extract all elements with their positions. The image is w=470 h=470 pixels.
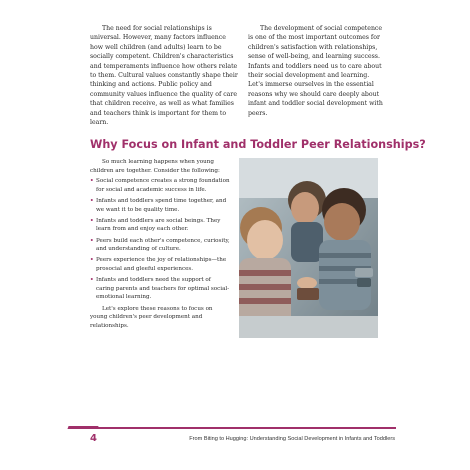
bullet-item	[90, 217, 230, 234]
bullet-text: Infants and toddlers need the support of caring parents and teachers for optimal social-emotional learning.	[96, 277, 230, 301]
bullet-text: Social competence creates a strong foundation for social and academic success in life.	[96, 178, 230, 193]
intro-paragraph: So much learning happens when young children are together. Consider the following:	[90, 159, 220, 174]
bullet-item	[90, 237, 230, 254]
bullet-marker: •	[90, 277, 94, 284]
footer-book-title: From Biting to Hugging: Understanding Social Development in Infants and Toddlers	[189, 436, 395, 442]
bullet-marker: •	[90, 178, 94, 185]
bullet-text: Infants and toddlers spend time together, and we want it to be quality time.	[96, 197, 227, 213]
bullet-text: Peers build each other's competence, curiosity, and understanding of culture.	[96, 237, 230, 253]
bullet-marker: •	[90, 237, 94, 244]
bullet-list	[90, 177, 230, 302]
footer-rule	[74, 427, 396, 429]
bullet-marker: •	[90, 257, 94, 264]
children-playing-photo	[239, 158, 378, 338]
top-right-column	[248, 24, 386, 118]
bullet-item	[90, 197, 230, 214]
bullet-text: Peers experience the joy of relationships—the prosocial and gleeful experiences.	[96, 257, 227, 272]
bullet-marker: •	[90, 217, 94, 224]
section-heading: Why Focus on Infant and Toddler Peer Relationships?	[90, 138, 426, 151]
bullet-item	[90, 256, 230, 273]
top-left-paragraph: The need for social relationships is universal. However, many factors influence how well children (and adults) learn to be socially competent. Children's characteristics and temperaments influence how others relate to them. Cultural values constantly shape their thinking and actions. Public policy and community values influence the quality of care that children receive, as well as what families and teachers think is important for them to learn.	[90, 25, 238, 127]
top-right-paragraph: The development of social competence is one of the most important outcomes for children's satisfaction with relationships, sense of well-being, and learning success. Infants and toddlers need us to care about their social development and learning. Let's immerse ourselves in the essential reasons why we should care deeply about infant and toddler social development with peers.	[248, 25, 383, 117]
bullet-text: Infants and toddlers are social beings. They learn from and enjoy each other.	[96, 217, 221, 233]
closing-paragraph: Let's explore these reasons to focus on young children's peer development and relationships.	[90, 305, 213, 330]
bullet-item	[90, 177, 230, 194]
photo-illustration	[239, 158, 378, 338]
bullet-marker: •	[90, 197, 94, 204]
bullet-item	[90, 276, 230, 302]
top-left-column	[90, 24, 238, 127]
left-column	[90, 158, 230, 331]
page-number: 4	[90, 433, 97, 444]
